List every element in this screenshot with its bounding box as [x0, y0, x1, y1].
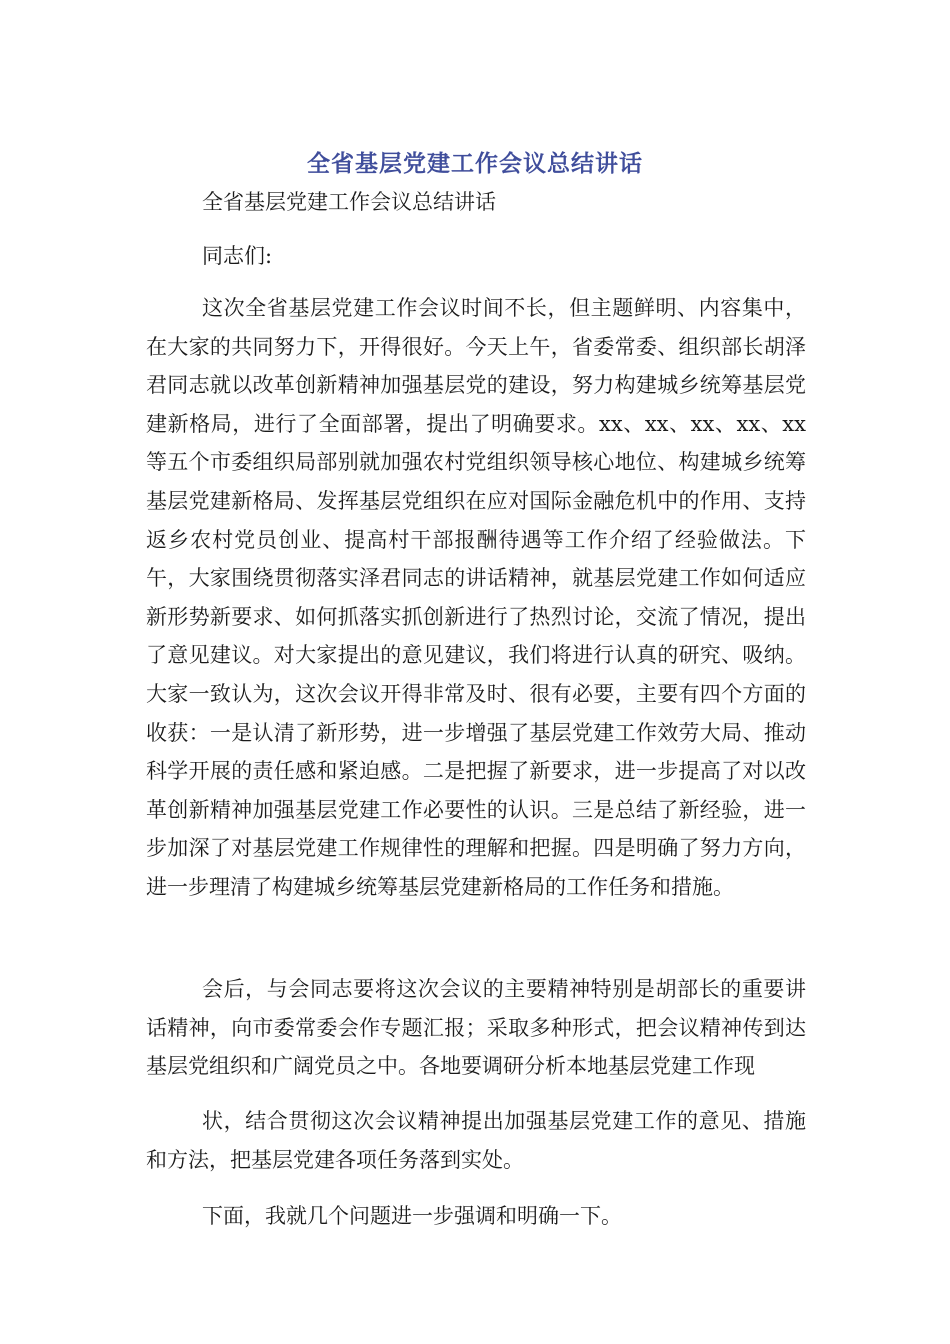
subtitle-paragraph: 全省基层党建工作会议总结讲话: [202, 190, 496, 214]
body-paragraph: 状，结合贯彻这次会议精神提出加强基层党建工作的意见、措施和方法，把基层党建各项任务落到实处。: [146, 1109, 806, 1172]
body-paragraph: 这次全省基层党建工作会议时间不长，但主题鲜明、内容集中，在大家的共同努力下，开得很好。今天上午，省委常委、组织部长胡泽君同志就以改革创新精神加强基层党的建设，努力构建城乡统筹基层党建新格局，进行了全面部署，提出了明确要求。xx、xx、xx、xx、xx 等五个市委组织局部别就加强农村党组织领导核心地位、构建城乡统筹基层党建新格局、发挥基层党组织在应对国际金融危机中的作用、支持返乡农村党员创业、提高村干部报酬待遇等工作介绍了经验做法。下午，大家围绕贯彻落实泽君同志的讲话精神，就基层党建工作如何适应新形势新要求、如何抓落实抓创新进行了热烈讨论，交流了情况，提出了意见建议。对大家提出的意见建议，我们将进行认真的研究、吸纳。大家一致认为，这次会议开得非常及时、很有必要，主要有四个方面的收获：一是认清了新形势，进一步增强了基层党建工作效劳大局、推动科学开展的责任感和紧迫感。二是把握了新要求，进一步提高了对以改革创新精神加强基层党建工作必要性的认识。三是总结了新经验，进一步加深了对基层党建工作规律性的理解和把握。四是明确了努力方向，进一步理清了构建城乡统筹基层党建新格局的工作任务和措施。: [146, 296, 806, 899]
body-paragraph: 会后，与会同志要将这次会议的主要精神特别是胡部长的重要讲话精神，向市委常委会作专题汇报；采取多种形式，把会议精神传到达基层党组织和广阔党员之中。各地要调研分析本地基层党建工作现: [146, 977, 806, 1079]
document-title: 全省基层党建工作会议总结讲话: [307, 151, 643, 178]
body-paragraph: 下面，我就几个问题进一步强调和明确一下。: [202, 1204, 622, 1228]
greeting-paragraph: 同志们:: [202, 244, 273, 268]
